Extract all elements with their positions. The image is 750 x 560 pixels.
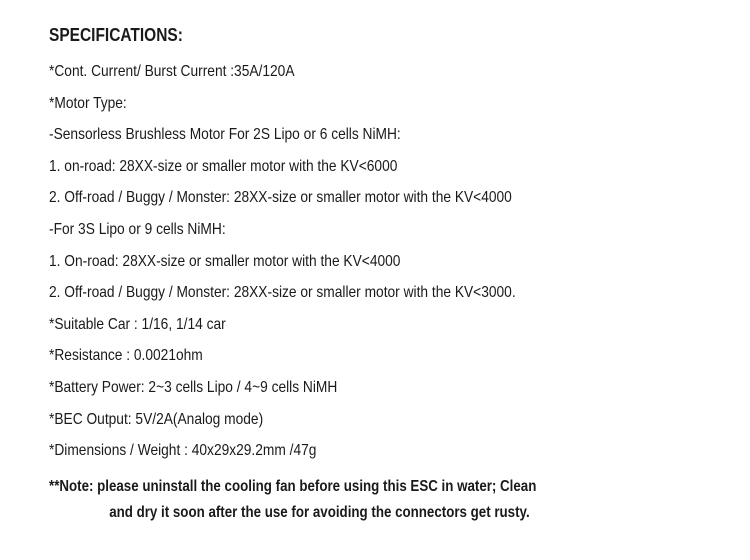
usage-note xyxy=(49,474,536,526)
spec-line: 2. Off-road / Buggy / Monster: 28XX-size or smaller motor with the KV<3000. xyxy=(49,284,516,302)
spec-line: -Sensorless Brushless Motor For 2S Lipo or 6 cells NiMH: xyxy=(49,126,401,144)
spec-line: 1. On-road: 28XX-size or smaller motor with the KV<4000 xyxy=(49,252,401,270)
spec-line: 2. Off-road / Buggy / Monster: 28XX-size or smaller motor with the KV<4000 xyxy=(49,189,512,207)
spec-line: *Battery Power: 2~3 cells Lipo / 4~9 cells NiMH xyxy=(49,378,338,396)
spec-line: -For 3S Lipo or 9 cells NiMH: xyxy=(49,220,226,238)
spec-line: *Resistance : 0.0021ohm xyxy=(49,347,203,365)
spec-line: *Cont. Current/ Burst Current :35A/120A xyxy=(49,63,295,80)
spec-list xyxy=(49,60,592,471)
specifications-heading: SPECIFICATIONS: xyxy=(49,25,183,45)
spec-line: *Suitable Car : 1/16, 1/14 car xyxy=(49,315,226,333)
spec-line: 1. on-road: 28XX-size or smaller motor with the KV<6000 xyxy=(49,157,398,175)
spec-line: *Dimensions / Weight : 40x29x29.2mm /47g xyxy=(49,442,317,460)
note-line: **Note: please uninstall the cooling fan before using this ESC in water; Clean xyxy=(49,478,537,495)
spec-line: *Motor Type: xyxy=(49,94,127,112)
note-line: and dry it soon after the use for avoiding the connectors get rusty. xyxy=(109,504,530,521)
spec-line: *BEC Output: 5V/2A(Analog mode) xyxy=(49,410,264,428)
